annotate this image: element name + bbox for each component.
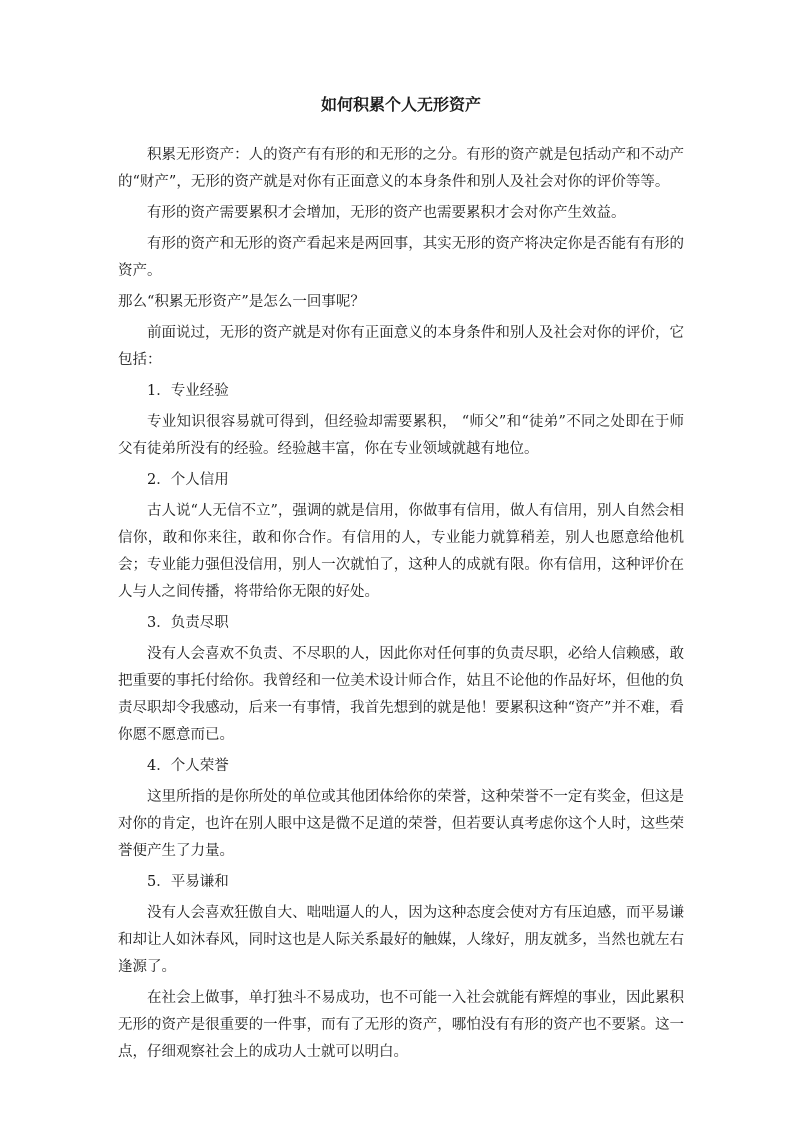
paragraph-relation: 有形的资产和无形的资产看起来是两回事，其实无形的资产将决定你是否能有有形的资产。 (118, 236, 684, 279)
section-heading-personal-honor: 4．个人荣誉 (147, 758, 229, 774)
paragraph-professional-experience: 专业知识很容易就可得到，但经验却需要累积， “师父”和“徒弟”不同之处即在于师父有徒弟所没有的经验。经验越丰富，你在专业领域就越有地位。 (118, 414, 684, 457)
section-heading-professional-experience: 1．专业经验 (147, 383, 229, 399)
paragraph-modesty: 没有人会喜欢狂傲自大、咄咄逼人的人，因为这种态度会使对方有压迫感，而平易谦和却让人如沐春风，同时这也是人际关系最好的触媒，人缘好，朋友就多，当然也就左右逢源了。 (118, 905, 684, 975)
paragraph-question: 那么“积累无形资产”是怎么一回事呢？ (118, 294, 365, 310)
paragraph-personal-honor: 这里所指的是你所处的单位或其他团体给你的荣誉，这种荣誉不一定有奖金，但这是对你的肯定，也许在别人眼中这是微不足道的荣誉，但若要认真考虑你这个人时，这些荣誉便产生了力量。 (118, 789, 684, 859)
document-page (118, 92, 684, 1070)
paragraph-responsibility: 没有人会喜欢不负责、不尽职的人，因此你对任何事的负责尽职，必给人信赖感，敢把重要的事托付给你。我曾经和一位美术设计师合作，姑且不论他的作品好坏，但他的负责尽职却令我感动，后来一有事情，我首先想到的就是他！要累积这种“资产”并不难，看你愿不愿意而已。 (118, 646, 684, 743)
paragraph-personal-credit: 古人说“人无信不立”，强调的就是信用，你做事有信用，做人有信用，别人自然会相信你，敢和你来往，敢和你合作。有信用的人，专业能力就算稍差，别人也愿意给他机会；专业能力强但没信用，别人一次就怕了，这种人的成就有限。你有信用，这种评价在人与人之间传播，将带给你无限的好处。 (118, 503, 684, 600)
paragraph-accumulate: 有形的资产需要累积才会增加，无形的资产也需要累积才会对你产生效益。 (147, 205, 626, 221)
document-title: 如何积累个人无形资产 (320, 95, 481, 114)
section-heading-modesty: 5．平易谦和 (147, 874, 229, 890)
section-heading-personal-credit: 2．个人信用 (147, 472, 229, 488)
paragraph-intro: 积累无形资产：人的资产有有形的和无形的之分。有形的资产就是包括动产和不动产的“财产”，无形的资产就是对你有正面意义的本身条件和别人及社会对你的评价等等。 (118, 147, 684, 190)
paragraph-definition: 前面说过，无形的资产就是对你有正面意义的本身条件和别人及社会对你的评价，它包括： (118, 325, 684, 368)
section-heading-responsibility: 3．负责尽职 (147, 615, 229, 631)
paragraph-conclusion: 在社会上做事，单打独斗不易成功，也不可能一入社会就能有辉煌的事业，因此累积无形的资产是很重要的一件事，而有了无形的资产，哪怕没有有形的资产也不要紧。这一点，仔细观察社会上的成功人士就可以明白。 (118, 990, 684, 1060)
